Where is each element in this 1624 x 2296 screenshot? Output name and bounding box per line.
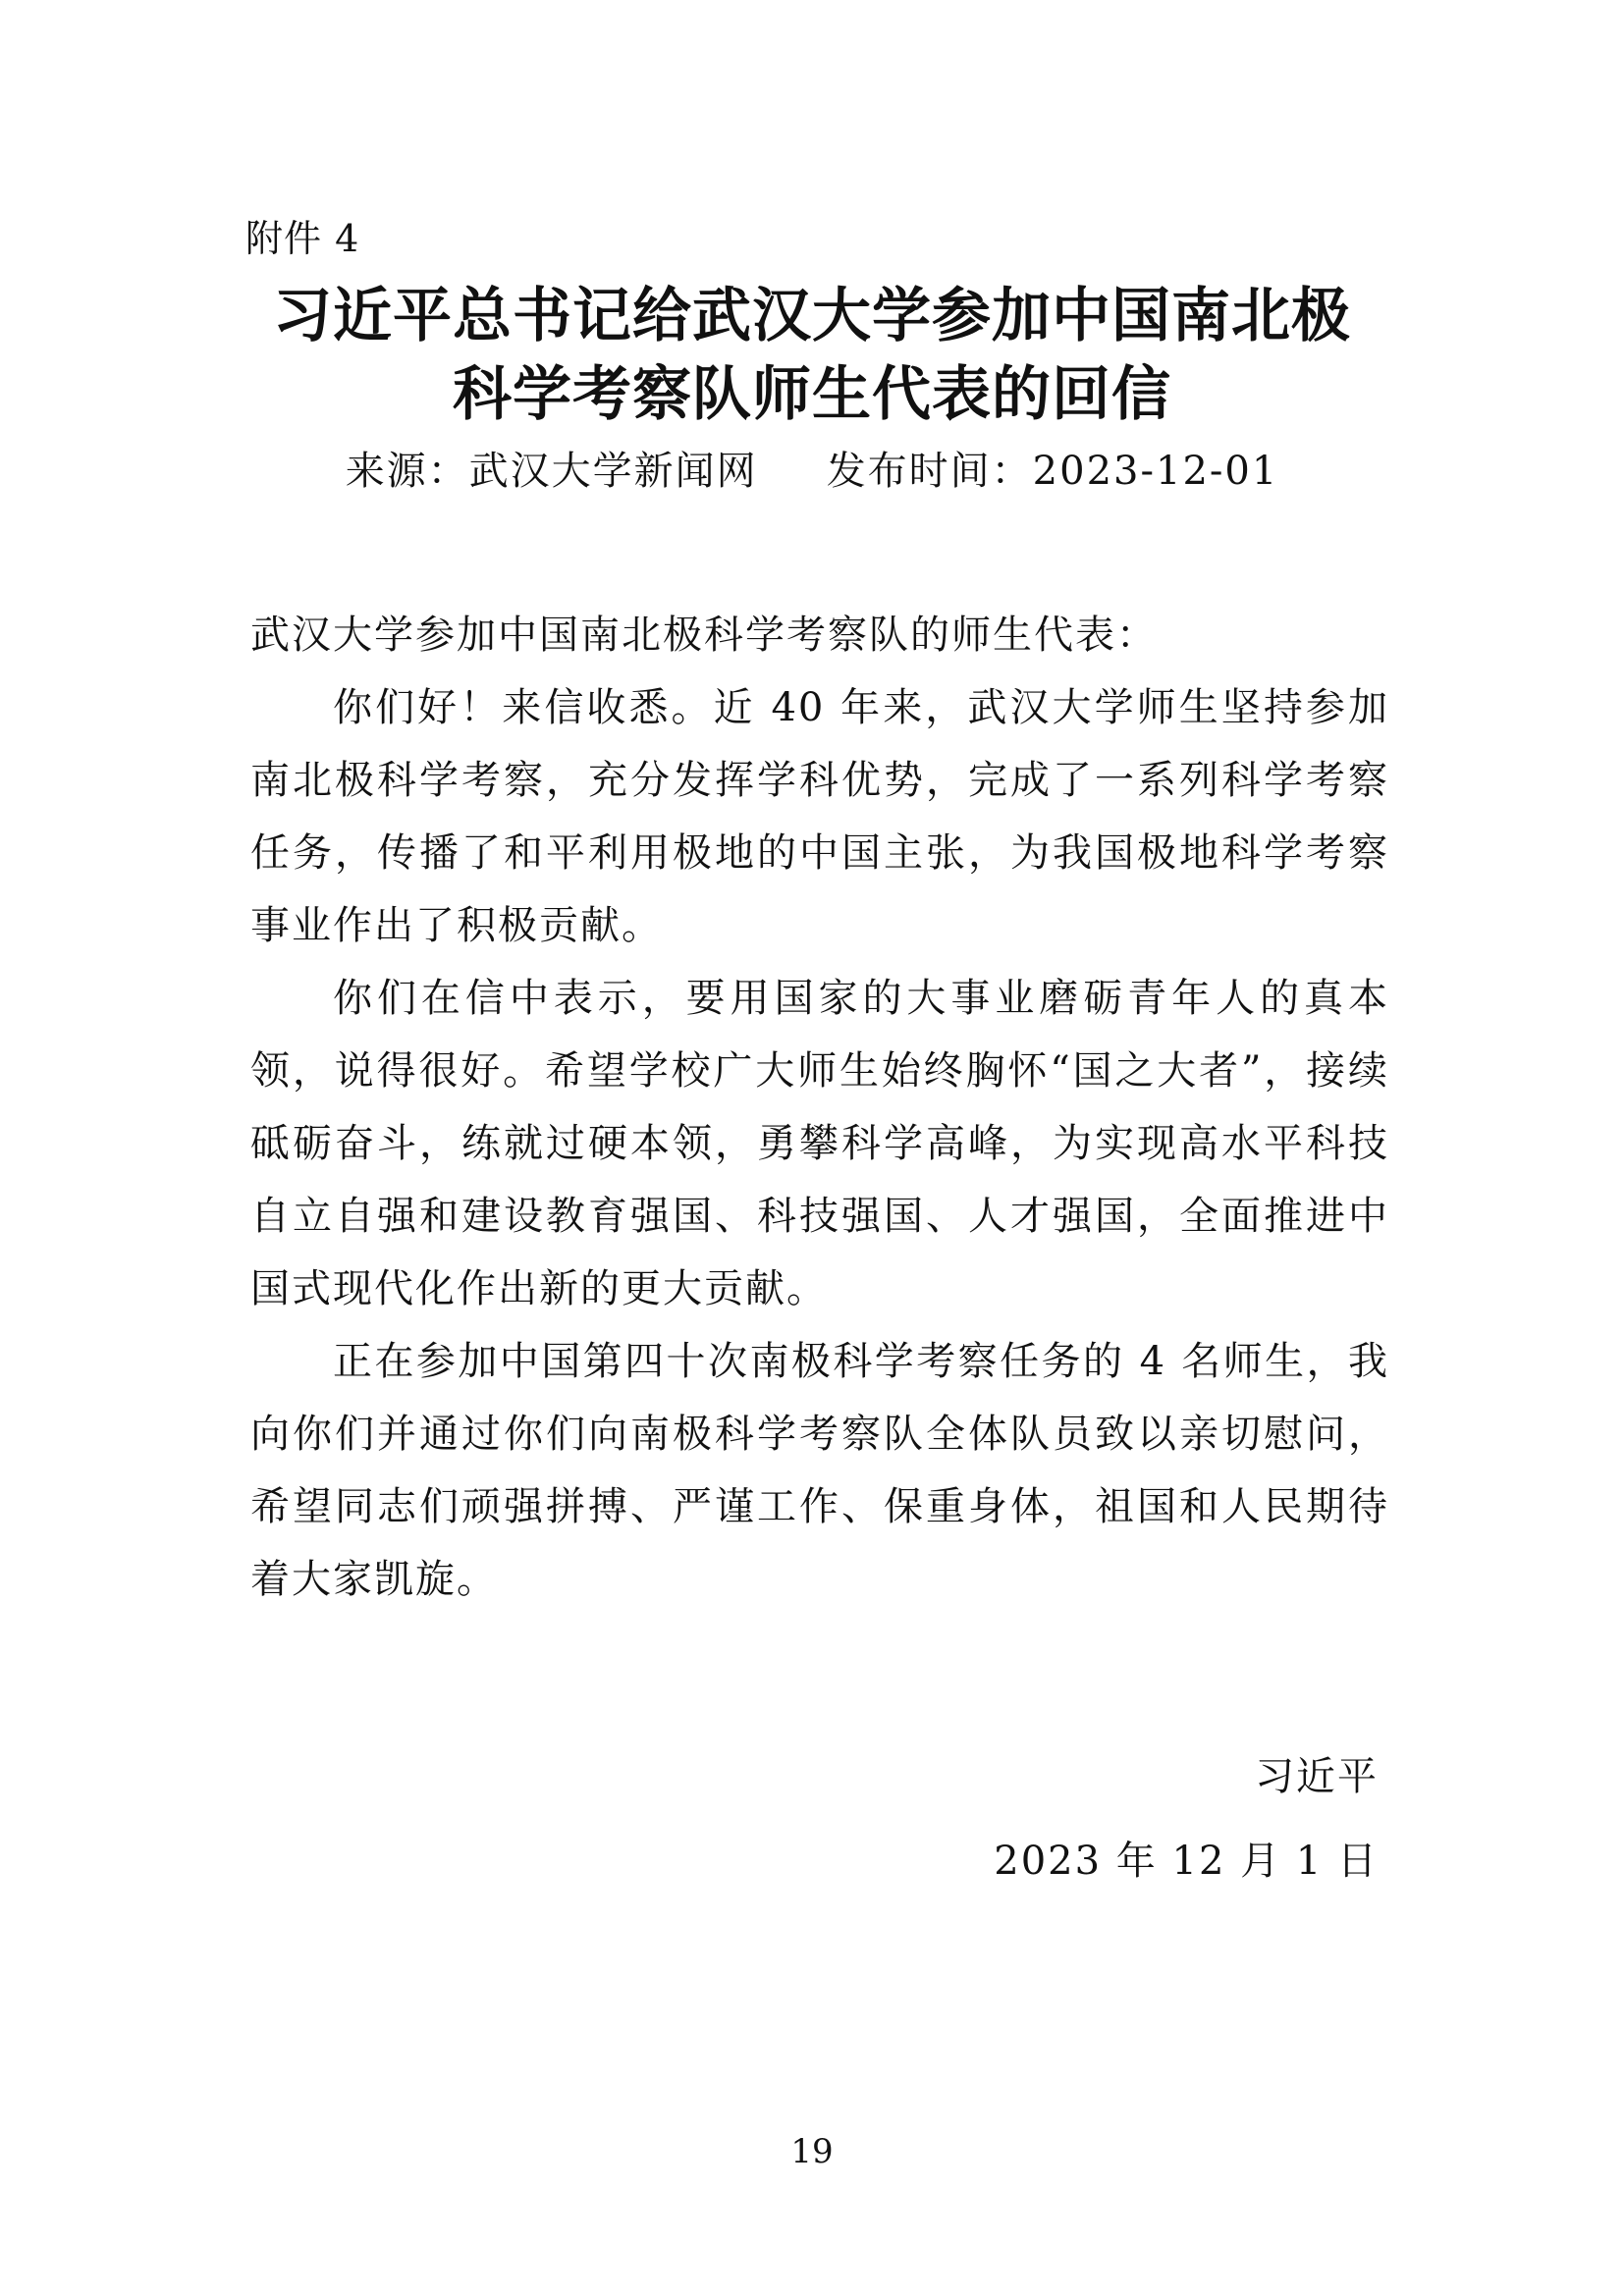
publish-time-text: 发布时间：2023-12-01 (826, 449, 1279, 494)
letter-paragraph-3: 正在参加中国第四十次南极科学考察任务的 4 名师生，我向你们并通过你们向南极科学考察队全体队员致以亲切慰问，希望同志们顽强拼搏、严谨工作、保重身体，祖国和人民期待着大家凯旋。 (250, 1339, 1389, 1602)
document-title-line-2: 科学考察队师生代表的回信 (453, 360, 1171, 429)
signature: 习近平 (1255, 1754, 1379, 1799)
document-title-line-1: 习近平总书记给武汉大学参加中国南北极 (273, 282, 1351, 350)
signature-date: 2023 年 12 月 1 日 (994, 1839, 1379, 1884)
letter-paragraph-1: 你们好！来信收悉。近 40 年来，武汉大学师生坚持参加南北极科学考察，充分发挥学科优势，完成了一系列科学考察任务，传播了和平利用极地的中国主张，为我国极地科学考察事业作出了积极贡献。 (250, 685, 1389, 948)
salutation: 武汉大学参加中国南北极科学考察队的师生代表： (250, 613, 1158, 658)
source-text: 来源：武汉大学新闻网 (345, 449, 758, 494)
letter-paragraph-2: 你们在信中表示，要用国家的大事业磨砺青年人的真本领，说得很好。希望学校广大师生始终胸怀“国之大者”，接续砥砺奋斗，练就过硬本领，勇攀科学高峰，为实现高水平科技自立自强和建设教育强国、科技强国、人才强国，全面推进中国式现代化作出新的更大贡献。 (250, 976, 1389, 1311)
source-line (147, 444, 1477, 499)
letter-body (250, 599, 1389, 1616)
attachment-label: 附件 4 (245, 217, 360, 260)
page-number: 19 (790, 2132, 834, 2171)
